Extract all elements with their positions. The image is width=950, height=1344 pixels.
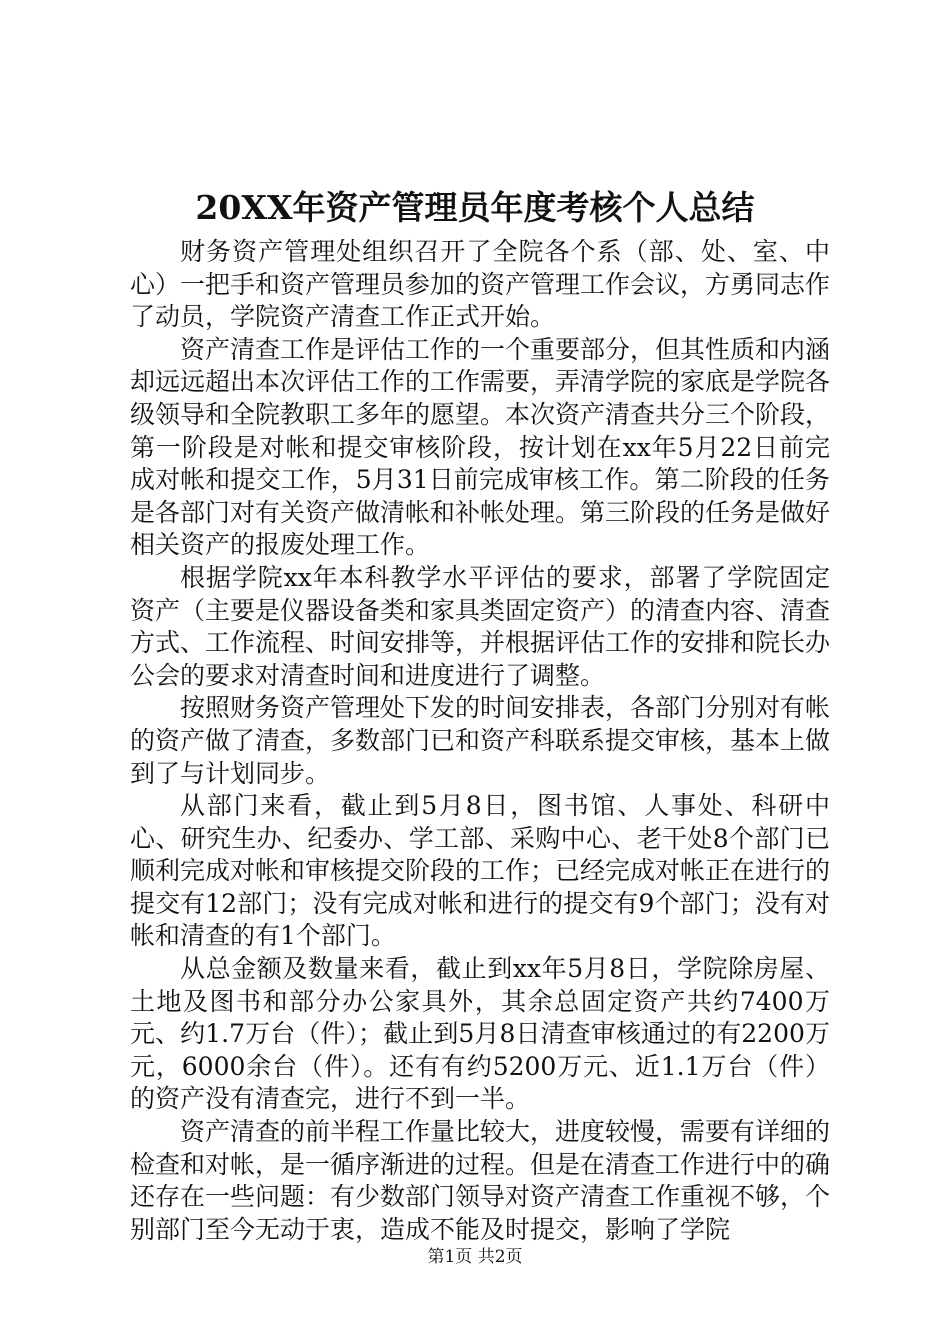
paragraph: 从部门来看，截止到5月8日，图书馆、人事处、科研中心、研究生办、纪委办、学工部、采购中心、老干处8个部门已顺利完成对帐和审核提交阶段的工作；已经完成对帐正在进行的提交有12部门；没有完成对帐和进行的提交有9个部门；没有对帐和清查的有1个部门。	[130, 791, 831, 951]
document-title: 20XX年资产管理员年度考核个人总结	[195, 188, 755, 227]
paragraph: 资产清查工作是评估工作的一个重要部分，但其性质和内涵却远远超出本次评估工作的工作需要，弄清学院的家底是学院各级领导和全院教职工多年的愿望。本次资产清查共分三个阶段，第一阶段是对帐和提交审核阶段，按计划在xx年5月22日前完成对帐和提交工作，5月31日前完成审核工作。第二阶段的任务是各部门对有关资产做清帐和补帐处理。第三阶段的任务是做好相关资产的报废处理工作。	[130, 334, 831, 560]
paragraph: 从总金额及数量来看，截止到xx年5月8日，学院除房屋、土地及图书和部分办公家具外，其余总固定资产共约7400万元、约1.7万台（件）；截止到5月8日清查审核通过的有2200万元，6000余台（件）。还有有约5200万元、近1.1万台（件）的资产没有清查完，进行不到一半。	[130, 954, 830, 1114]
page-footer: 第1页 共2页	[427, 1247, 523, 1267]
document-body	[130, 236, 830, 1246]
paragraph: 按照财务资产管理处下发的时间安排表，各部门分别对有帐的资产做了清查，多数部门已和资产科联系提交审核，基本上做到了与计划同步。	[130, 693, 831, 788]
paragraph: 资产清查的前半程工作量比较大，进度较慢，需要有详细的检查和对帐，是一循序渐进的过程。但是在清查工作进行中的确还存在一些问题：有少数部门领导对资产清查工作重视不够，个别部门至今无动于衷，造成不能及时提交，影响了学院	[130, 1117, 831, 1244]
paragraph: 财务资产管理处组织召开了全院各个系（部、处、室、中心）一把手和资产管理员参加的资产管理工作会议，方勇同志作了动员，学院资产清查工作正式开始。	[130, 237, 831, 332]
paragraph: 根据学院xx年本科教学水平评估的要求，部署了学院固定资产（主要是仪器设备类和家具类固定资产）的清查内容、清查方式、工作流程、时间安排等，并根据评估工作的安排和院长办公会的要求对清查时间和进度进行了调整。	[130, 562, 831, 690]
